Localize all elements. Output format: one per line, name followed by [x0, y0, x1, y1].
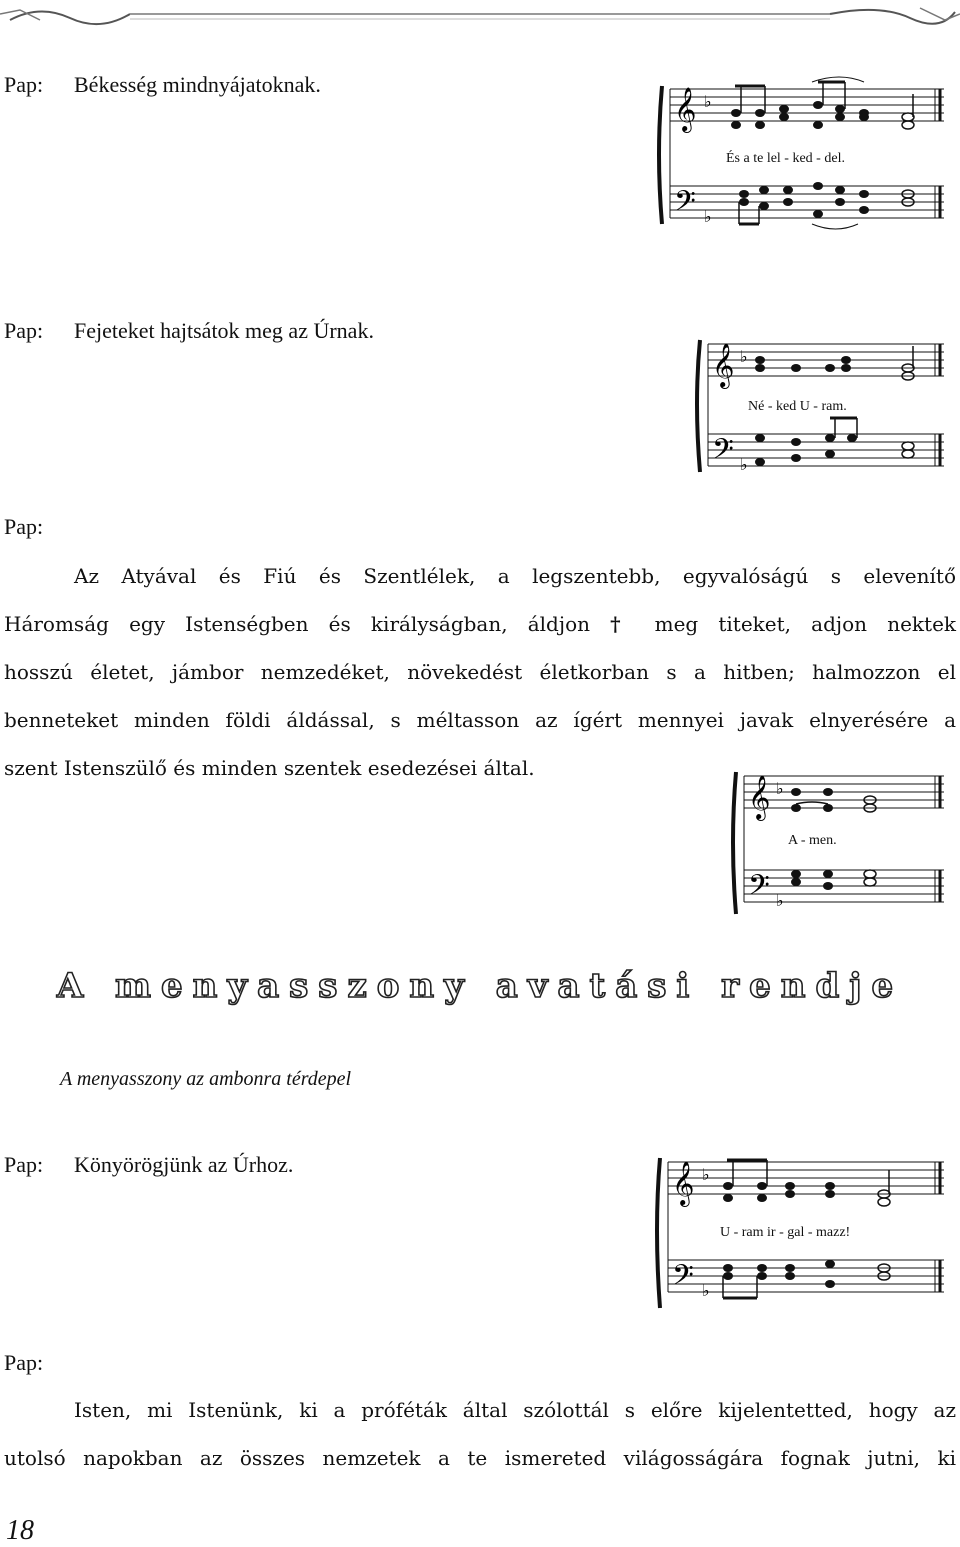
priest-line: Könyörögjünk az Úrhoz.: [74, 1152, 294, 1177]
speaker-label: Pap:: [4, 514, 44, 539]
response-lyrics: A - men.: [788, 833, 837, 848]
paragraph-line: Háromság egy Istenségben és királyságban, áldjon † meg titeket, adjon nektek: [4, 612, 957, 636]
priest-line: Békesség mindnyájatoknak.: [74, 72, 321, 97]
paragraph-line: hosszú életet, jámbor nemzedéket, növekedést életkorban s a hitben; halmozzon el: [4, 660, 956, 684]
svg-text:𝄢: 𝄢: [674, 185, 696, 225]
music-score-2: [690, 322, 952, 490]
music-score-4: [650, 1148, 952, 1318]
svg-text:𝄞: 𝄞: [672, 1161, 695, 1205]
svg-text:♭: ♭: [776, 781, 784, 798]
response-lyrics: U - ram ir - gal - mazz!: [720, 1225, 851, 1240]
paragraph-line: szent Istenszülő és minden szentek esedezései által.: [4, 756, 535, 780]
speaker-label: Pap:: [4, 72, 44, 97]
svg-text:♭: ♭: [704, 94, 712, 111]
svg-text:𝄞: 𝄞: [712, 343, 735, 387]
paragraph-line: benneteket minden földi áldással, s méltasson az ígért mennyei javak elnyerésére a: [4, 708, 956, 732]
svg-text:♭: ♭: [702, 1283, 710, 1300]
music-score-1: [652, 74, 952, 244]
svg-text:𝄞: 𝄞: [748, 775, 771, 819]
prayer-paragraph: [4, 1386, 956, 1482]
paragraph-line: Az Atyával és Fiú és Szentlélek, a legszentebb, egyvalóságú s elevenítő: [74, 564, 956, 588]
svg-text:♭: ♭: [704, 209, 712, 226]
svg-text:𝄢: 𝄢: [672, 1259, 694, 1299]
page-number: 18: [6, 1515, 34, 1546]
header-ornament: [0, 0, 960, 34]
speaker-label: Pap:: [4, 1152, 44, 1177]
priest-line: Fejeteket hajtsátok meg az Úrnak.: [74, 318, 374, 343]
cross-icon: †: [610, 612, 635, 636]
paragraph-line: Isten, mi Istenünk, ki a próféták által szólottál s előre kijelentetted, hogy az: [74, 1398, 956, 1422]
rubric-instruction: A menyasszony az ambonra térdepel: [60, 1068, 352, 1090]
svg-text:𝄢: 𝄢: [712, 433, 734, 473]
section-title: A menyasszony avatási rendje: [56, 966, 904, 1006]
paragraph-line: utolsó napokban az összes nemzetek a te ismereted világosságára fognak jutni, ki: [4, 1446, 956, 1470]
svg-text:♭: ♭: [702, 1167, 710, 1184]
speaker-label: Pap:: [4, 1350, 44, 1375]
music-score-3: [726, 762, 952, 924]
response-lyrics: És a te lel - ked - del.: [726, 151, 845, 166]
speaker-label: Pap:: [4, 318, 44, 343]
svg-text:♭: ♭: [740, 349, 748, 366]
svg-text:𝄢: 𝄢: [748, 869, 770, 909]
svg-text:♭: ♭: [740, 457, 748, 474]
response-lyrics: Né - ked U - ram.: [748, 399, 847, 414]
blessing-paragraph: [4, 552, 956, 792]
svg-text:𝄞: 𝄞: [674, 87, 697, 131]
svg-text:♭: ♭: [776, 893, 784, 910]
